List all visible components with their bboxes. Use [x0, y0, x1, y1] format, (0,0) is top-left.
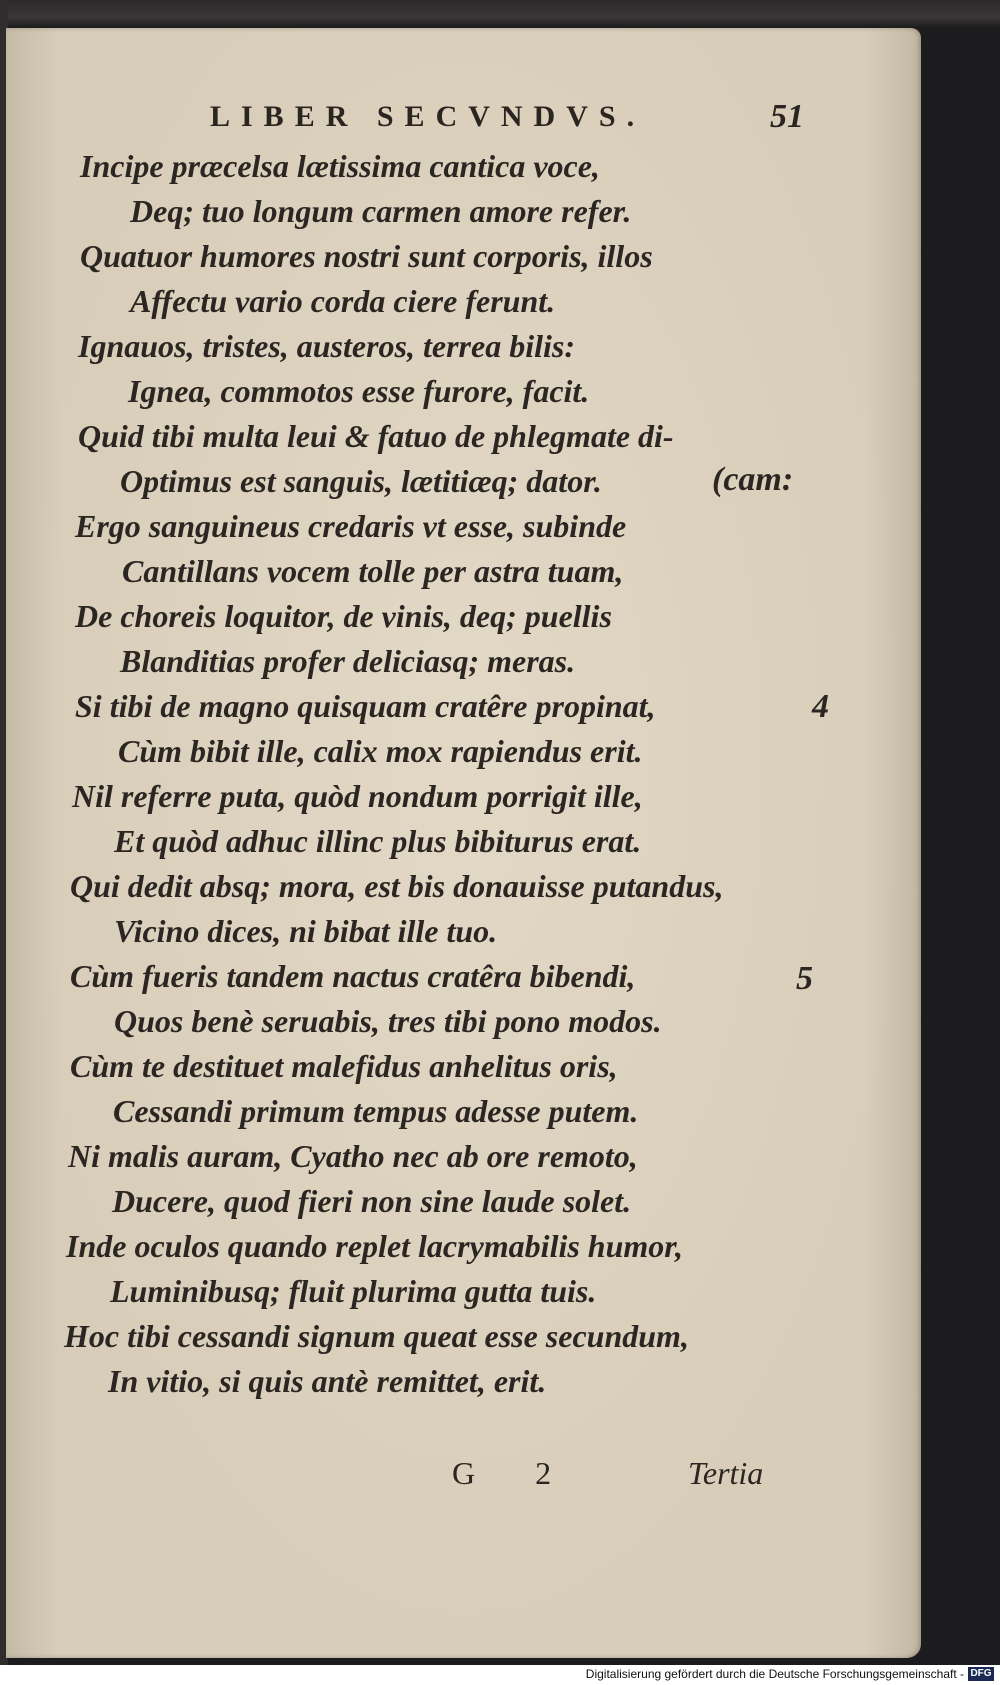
verse-line: Quos benè seruabis, tres tibi pono modos.	[114, 1003, 662, 1039]
verse-line: Blanditias profer deliciasq; meras.	[120, 643, 576, 679]
footer-credit: Digitalisierung gefördert durch die Deutsche Forschungsgemeinschaft -	[585, 1667, 964, 1681]
running-head: LIBER SECVNDVS.	[210, 100, 646, 133]
scan-top-edge	[0, 0, 1000, 28]
verse-line: Cùm bibit ille, calix mox rapiendus erit.	[118, 733, 643, 769]
verse-line: Ignauos, tristes, austeros, terrea bilis:	[78, 328, 575, 364]
verse-line: Ni malis auram, Cyatho nec ab ore remoto,	[68, 1138, 638, 1174]
verse-line: Et quòd adhuc illinc plus bibiturus erat.	[114, 823, 642, 859]
turnover-word: (cam:	[712, 461, 794, 498]
verse-line: Optimus est sanguis, lætitiæq; dator.	[120, 463, 602, 499]
verse-line: Cantillans vocem tolle per astra tuam,	[122, 553, 624, 589]
verse-line: Affectu vario corda ciere ferunt.	[130, 283, 556, 319]
verse-line: Ergo sanguineus credaris vt esse, subinde	[75, 508, 627, 544]
verse-line: Si tibi de magno quisquam cratêre propinat,	[75, 688, 656, 724]
verse-line: Qui dedit absq; mora, est bis donauisse putandus,	[70, 868, 724, 904]
verse-line: Cessandi primum tempus adesse putem.	[113, 1093, 639, 1129]
verse-line: In vitio, si quis antè remittet, erit.	[108, 1363, 547, 1399]
verse-line: Vicino dices, ni bibat ille tuo.	[114, 913, 498, 949]
signature-mark: G 2	[452, 1455, 578, 1491]
verse-line: Deq; tuo longum carmen amore refer.	[130, 193, 632, 229]
verse-line: Luminibusq; fluit plurima gutta tuis.	[110, 1273, 597, 1309]
marginal-number: 4	[812, 688, 829, 725]
verse-line: Ducere, quod fieri non sine laude solet.	[112, 1183, 632, 1219]
marginal-number: 5	[796, 960, 813, 997]
verse-line: Quatuor humores nostri sunt corporis, illos	[80, 238, 653, 274]
catchword: Tertia	[688, 1455, 764, 1491]
verse-line: Nil referre puta, quòd nondum porrigit ille,	[72, 778, 643, 814]
verse-line: Ignea, commotos esse furore, facit.	[128, 373, 590, 409]
verse-line: Inde oculos quando replet lacrymabilis humor,	[66, 1228, 683, 1264]
verse-line: Cùm fueris tandem nactus cratêra bibendi,	[70, 958, 636, 994]
verse-line: Incipe præcelsa lætissima cantica voce,	[80, 148, 600, 184]
verse-line: Hoc tibi cessandi signum queat esse secundum,	[64, 1318, 689, 1354]
dfg-logo-icon: DFG	[968, 1667, 994, 1681]
verse-line: Quid tibi multa leui & fatuo de phlegmate di-	[78, 418, 674, 454]
folio-number: 51	[770, 98, 804, 135]
verse-line: Cùm te destituet malefidus anhelitus oris,	[70, 1048, 618, 1084]
verse-line: De choreis loquitor, de vinis, deq; puellis	[75, 598, 612, 634]
